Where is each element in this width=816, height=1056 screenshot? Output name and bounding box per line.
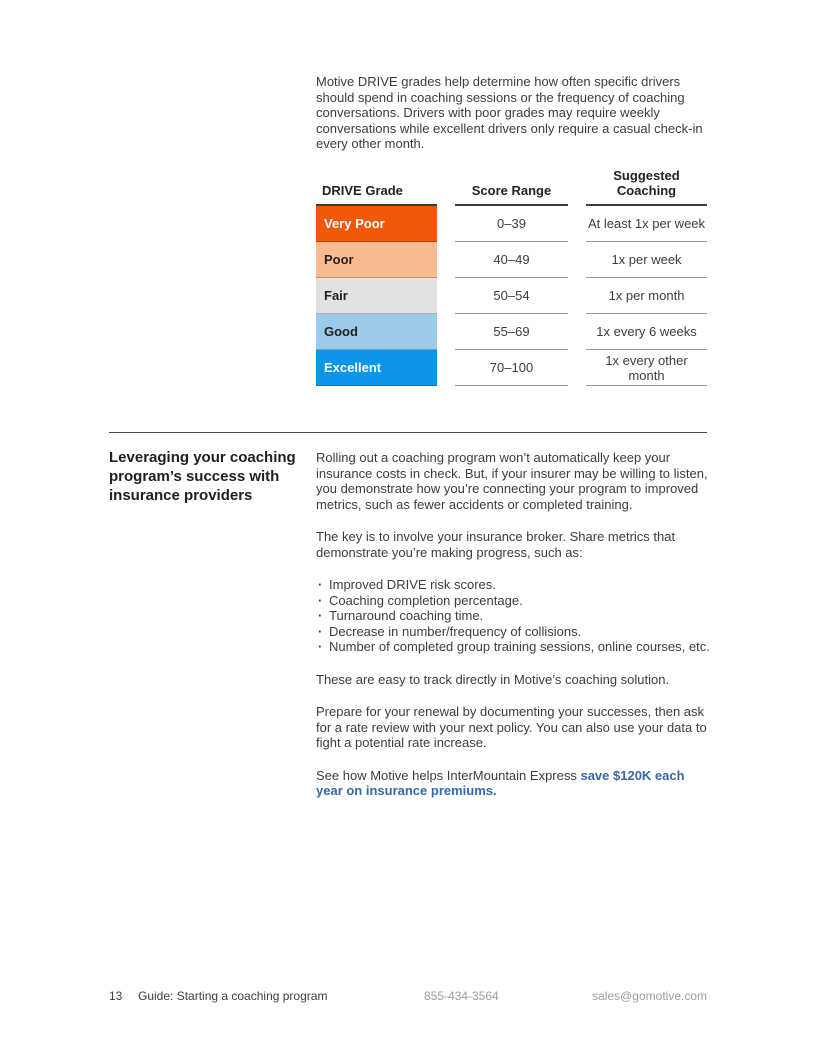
footer-title: Guide: Starting a coaching program (138, 989, 328, 1003)
body-column (316, 450, 714, 816)
grade-cell-very-poor: Very Poor (316, 206, 437, 242)
intro-paragraph: Motive DRIVE grades help determine how often specific drivers should spend in coaching sessions or the frequency of coaching conversations. Drivers with poor grades may require weekly conversations while excellent drivers only require a casual check-in every other month. (316, 74, 703, 151)
paragraph-tracking: These are easy to track directly in Motive’s coaching solution. (316, 671, 670, 687)
coaching-column-header (586, 158, 707, 206)
grade-cell-excellent: Excellent (316, 350, 437, 386)
section-heading: Leveraging your coaching program’s success with insurance providers (109, 449, 296, 504)
paragraph-insurance-intro: Rolling out a coaching program won’t automatically keep your insurance costs in check. But, if your insurer may be willing to listen, you demonstrate how you’re connecting your program to improved metrics, such as fewer accidents or completed training. (316, 450, 708, 512)
list-item: · Number of completed group training sessions, online courses, etc. (316, 639, 714, 655)
grade-cell-poor: Poor (316, 242, 437, 278)
list-item: · Decrease in number/frequency of collisions. (316, 624, 714, 640)
list-item: · Improved DRIVE risk scores. (316, 577, 714, 593)
score-cell: 55–69 (455, 314, 568, 350)
list-item: · Turnaround coaching time. (316, 608, 714, 624)
closing-paragraph (316, 768, 714, 799)
paragraph-broker: The key is to involve your insurance broker. Share metrics that demonstrate you’re making progress, such as: (316, 529, 676, 560)
footer-email: sales@gomotive.com (592, 989, 707, 1003)
score-cell: 0–39 (455, 206, 568, 242)
coaching-cell: At least 1x per week (586, 206, 707, 242)
grade-cell-fair: Fair (316, 278, 437, 314)
score-column-header: Score Range (455, 158, 568, 206)
list-item: · Coaching completion percentage. (316, 593, 714, 609)
metrics-bullet-list (316, 577, 714, 655)
coaching-cell: 1x every other month (586, 350, 707, 386)
coaching-cell: 1x per month (586, 278, 707, 314)
page-number: 13 (109, 989, 123, 1003)
coaching-column-header-label: Suggested Coaching (613, 168, 680, 198)
grade-column (316, 158, 437, 386)
paragraph-renewal: Prepare for your renewal by documenting your successes, then ask for a rate review with your next policy. You can also use your data to fight a potential rate increase. (316, 704, 707, 750)
closing-text: See how Motive helps InterMountain Express (316, 767, 581, 783)
score-cell: 40–49 (455, 242, 568, 278)
case-study-link[interactable]: save $120K each year on insurance premiums. (316, 767, 685, 798)
coaching-cell: 1x per week (586, 242, 707, 278)
score-cell: 70–100 (455, 350, 568, 386)
coaching-cell: 1x every 6 weeks (586, 314, 707, 350)
score-cell: 50–54 (455, 278, 568, 314)
score-column (455, 158, 568, 386)
coaching-column (586, 158, 707, 386)
footer-phone: 855-434-3564 (424, 989, 499, 1003)
grade-column-header: DRIVE Grade (316, 158, 437, 206)
section-divider (109, 432, 707, 433)
grade-cell-good: Good (316, 314, 437, 350)
